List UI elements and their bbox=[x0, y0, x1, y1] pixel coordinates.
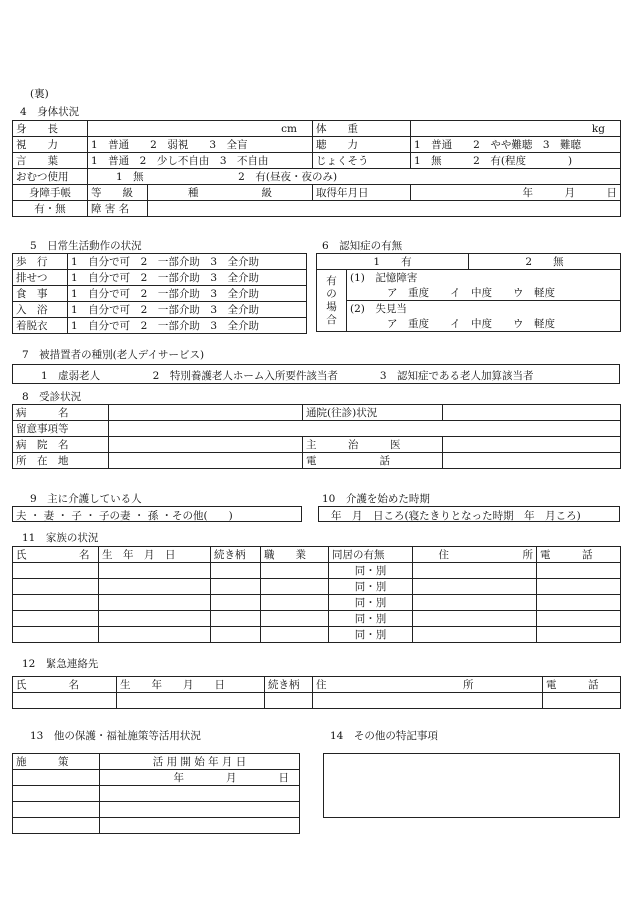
visit-status-value bbox=[443, 405, 621, 421]
section-8-heading: 8 受診状況 bbox=[22, 391, 82, 403]
table-row bbox=[13, 693, 621, 709]
section-9-heading: 9 主に介護している人 bbox=[30, 493, 142, 505]
label-measure: 施 策 bbox=[13, 754, 100, 770]
section-7-heading: 7 被措置者の種別(老人デイサービス) bbox=[22, 349, 205, 361]
hospital-value bbox=[109, 437, 303, 453]
table-row bbox=[13, 786, 300, 802]
measure-type-options: 1 虚弱老人 2 特別養護老人ホーム入所要件該当者 3 認知症である老人加算該当者 bbox=[41, 370, 534, 382]
section-6-heading: 6 認知症の有無 bbox=[322, 240, 403, 252]
doctor-value bbox=[443, 437, 621, 453]
disorientation-severity: ア 重度 イ 中度 ウ 軽度 bbox=[347, 316, 621, 332]
cohabit-value: 同・別 bbox=[329, 627, 413, 643]
cohabit-value: 同・別 bbox=[329, 595, 413, 611]
start-date-value: 年 月 日 bbox=[100, 770, 300, 786]
family-col-dob: 生 年 月 日 bbox=[99, 547, 211, 563]
adl-options: 1 自分で可 2 一部介助 3 全介助 bbox=[68, 270, 307, 286]
emergency-col-address: 住 所 bbox=[313, 677, 543, 693]
section-10-heading: 10 介護を始めた時期 bbox=[322, 493, 430, 505]
emergency-col-relation: 続き柄 bbox=[265, 677, 313, 693]
label-acquired-date: 取得年月日 bbox=[313, 185, 411, 201]
phone-value bbox=[443, 453, 621, 469]
speech-options: 1 普通 2 少し不自由 3 不自由 bbox=[88, 153, 313, 169]
adl-row bbox=[13, 254, 307, 270]
dementia-yes: 1 有 bbox=[317, 254, 469, 270]
main-caregiver-box bbox=[12, 506, 302, 522]
care-start-box bbox=[318, 506, 620, 522]
label-grade: 等 級 bbox=[88, 185, 148, 201]
section-5-heading: 5 日常生活動作の状況 bbox=[30, 240, 142, 252]
notes-value bbox=[109, 421, 621, 437]
table-row bbox=[13, 818, 300, 834]
welfare-usage-table bbox=[12, 753, 300, 834]
label-speech: 言 葉 bbox=[13, 153, 88, 169]
emergency-col-dob: 生 年 月 日 bbox=[117, 677, 265, 693]
main-caregiver-options: 夫 ・ 妻 ・ 子 ・ 子の妻 ・ 孫 ・その他( ) bbox=[16, 510, 233, 522]
label-diaper: おむつ使用 bbox=[13, 169, 88, 185]
dementia-table bbox=[316, 253, 621, 332]
adl-row bbox=[13, 302, 307, 318]
family-table bbox=[12, 546, 621, 643]
adl-label: 着脱衣 bbox=[13, 318, 68, 334]
table-row bbox=[13, 770, 300, 786]
label-height: 身 長 bbox=[13, 121, 88, 137]
family-col-address: 住 所 bbox=[413, 547, 537, 563]
family-col-job: 職 業 bbox=[261, 547, 329, 563]
label-bedsore: じょくそう bbox=[313, 153, 411, 169]
weight-value: kg bbox=[411, 121, 621, 137]
adl-label: 排せつ bbox=[13, 270, 68, 286]
disease-value bbox=[109, 405, 303, 421]
disability-book-yes-no: 有・無 bbox=[13, 201, 88, 217]
adl-options: 1 自分で可 2 一部介助 3 全介助 bbox=[68, 254, 307, 270]
adl-label: 入 浴 bbox=[13, 302, 68, 318]
section-11-heading: 11 家族の状況 bbox=[22, 532, 99, 544]
table-row bbox=[13, 611, 621, 627]
adl-table bbox=[12, 253, 307, 334]
adl-options: 1 自分で可 2 一部介助 3 全介助 bbox=[68, 286, 307, 302]
reverse-side-label: (裏) bbox=[30, 88, 49, 100]
cohabit-value: 同・別 bbox=[329, 611, 413, 627]
label-vision: 視 力 bbox=[13, 137, 88, 153]
section-4-heading: 4 身体状況 bbox=[20, 106, 80, 118]
medical-table bbox=[12, 404, 621, 469]
family-col-phone: 電 話 bbox=[537, 547, 621, 563]
adl-options: 1 自分で可 2 一部介助 3 全介助 bbox=[68, 318, 307, 334]
adl-label: 歩 行 bbox=[13, 254, 68, 270]
label-weight: 体 重 bbox=[313, 121, 411, 137]
table-row bbox=[13, 579, 621, 595]
emergency-col-phone: 電 話 bbox=[543, 677, 621, 693]
family-col-relation: 続き柄 bbox=[211, 547, 261, 563]
if-yes-label: 有の場合 bbox=[317, 270, 347, 332]
adl-label: 食 事 bbox=[13, 286, 68, 302]
label-hospital: 病 院 名 bbox=[13, 437, 109, 453]
physical-status-table bbox=[12, 120, 621, 217]
family-col-name: 氏 名 bbox=[13, 547, 99, 563]
dementia-no: 2 無 bbox=[469, 254, 621, 270]
label-address: 所 在 地 bbox=[13, 453, 109, 469]
height-value: cm bbox=[88, 121, 313, 137]
adl-row bbox=[13, 270, 307, 286]
adl-row bbox=[13, 318, 307, 334]
hearing-options: 1 普通 2 やや難聴 3 難聴 bbox=[411, 137, 621, 153]
adl-options: 1 自分で可 2 一部介助 3 全介助 bbox=[68, 302, 307, 318]
care-start-options: 年 月 日ころ(寝たきりとなった時期 年 月ころ) bbox=[331, 510, 581, 522]
section-13-heading: 13 他の保護・福祉施策等活用状況 bbox=[30, 730, 201, 742]
acquired-date-value: 年 月 日 bbox=[411, 185, 621, 201]
bedsore-options: 1 無 2 有(程度 ) bbox=[411, 153, 621, 169]
table-row bbox=[13, 627, 621, 643]
disorientation: (2) 失見当 bbox=[347, 301, 621, 317]
emergency-contact-table bbox=[12, 676, 621, 709]
label-doctor: 主 治 医 bbox=[303, 437, 443, 453]
measure-type-box bbox=[12, 364, 620, 384]
cohabit-value: 同・別 bbox=[329, 579, 413, 595]
label-disability-name: 障 害 名 bbox=[88, 201, 148, 217]
section-14-heading: 14 その他の特記事項 bbox=[330, 730, 438, 742]
section-12-heading: 12 緊急連絡先 bbox=[22, 658, 99, 670]
label-disability-book: 身障手帳 bbox=[13, 185, 88, 201]
address-value bbox=[109, 453, 303, 469]
table-row bbox=[13, 563, 621, 579]
table-row bbox=[13, 595, 621, 611]
label-disease: 病 名 bbox=[13, 405, 109, 421]
label-phone: 電 話 bbox=[303, 453, 443, 469]
memory-impairment-severity: ア 重度 イ 中度 ウ 軽度 bbox=[347, 285, 621, 301]
table-row bbox=[13, 802, 300, 818]
label-notes: 留意事項等 bbox=[13, 421, 109, 437]
adl-row bbox=[13, 286, 307, 302]
label-hearing: 聴 力 bbox=[313, 137, 411, 153]
other-notes-box bbox=[323, 753, 620, 818]
family-col-cohabit: 同居の有無 bbox=[329, 547, 413, 563]
disability-name-value bbox=[148, 201, 621, 217]
vision-options: 1 普通 2 弱視 3 全盲 bbox=[88, 137, 313, 153]
cohabit-value: 同・別 bbox=[329, 563, 413, 579]
label-start-date: 活 用 開 始 年 月 日 bbox=[100, 754, 300, 770]
memory-impairment: (1) 記憶障害 bbox=[347, 270, 621, 286]
label-type-grade: 種 級 bbox=[148, 185, 313, 201]
label-visit-status: 通院(往診)状況 bbox=[303, 405, 443, 421]
diaper-options: 1 無 2 有(昼夜・夜のみ) bbox=[88, 169, 621, 185]
emergency-col-name: 氏 名 bbox=[13, 677, 117, 693]
